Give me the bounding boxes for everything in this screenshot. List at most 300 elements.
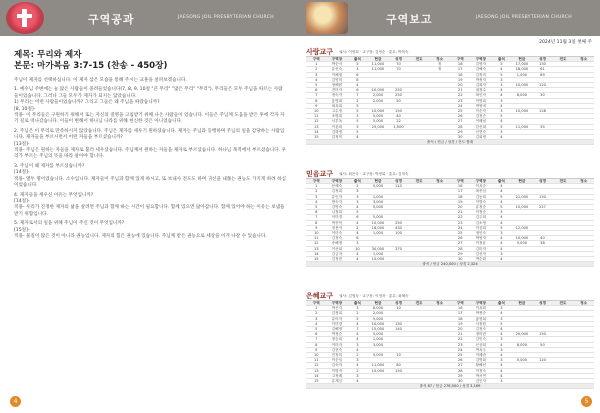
district-leaders: 권사: 김영숙 · 교구장: 이정자 · 총무: 최혜숙 bbox=[339, 293, 409, 298]
table-cell: 최종임 bbox=[471, 189, 492, 194]
table-cell: 20 bbox=[450, 83, 471, 88]
table-cell: 11,000 bbox=[368, 363, 389, 368]
table-cell: 김정희 bbox=[327, 189, 348, 194]
table-cell: 4 bbox=[491, 246, 512, 251]
table-cell: 이상희 bbox=[471, 225, 492, 230]
column-header: 헌금 bbox=[368, 57, 389, 62]
table-cell: 1,500 bbox=[388, 124, 409, 129]
table-cell: 송해정 bbox=[327, 241, 348, 246]
table-cell: 2 bbox=[306, 311, 327, 316]
table-cell: 30,000 bbox=[368, 246, 389, 251]
table-cell: 김정미 bbox=[327, 135, 348, 140]
table-cell: 6 bbox=[306, 332, 327, 337]
table-cell: 21 bbox=[450, 210, 471, 215]
table-cell: 이명희 bbox=[471, 98, 492, 103]
table-cell: 4 bbox=[306, 199, 327, 204]
column-header: 헌금 bbox=[512, 57, 533, 62]
table-cell: 2 bbox=[347, 98, 368, 103]
table-cell: 김소영 bbox=[471, 220, 492, 225]
table-cell: 28 bbox=[450, 246, 471, 251]
table-cell: 3 bbox=[491, 306, 512, 311]
table-cell: 나정희 bbox=[327, 210, 348, 215]
table-cell: 이해정 bbox=[327, 72, 348, 77]
table-cell: 10 bbox=[388, 353, 409, 358]
district-name: 은혜교구 bbox=[306, 292, 334, 300]
table-cell: 3 bbox=[347, 67, 368, 72]
table-cell: 박옥주 bbox=[471, 347, 492, 352]
table-cell: 홍영희 bbox=[471, 316, 492, 321]
table-cell: 4 bbox=[491, 236, 512, 241]
table-cell: 이정윤 bbox=[471, 241, 492, 246]
table-cell: 5,000 bbox=[368, 353, 389, 358]
table-cell: 2 bbox=[347, 353, 368, 358]
table-cell: 15 bbox=[306, 135, 327, 140]
table-cell: 이미자 bbox=[327, 342, 348, 347]
column-header: 정소 bbox=[429, 179, 450, 184]
table-cell: 4 bbox=[491, 311, 512, 316]
table-cell: 3 bbox=[491, 83, 512, 88]
table-cell: 5,000 bbox=[512, 241, 533, 246]
column-header: 출석 bbox=[347, 179, 368, 184]
table-cell: 10,000 bbox=[368, 88, 389, 93]
column-header: 구역 bbox=[306, 179, 327, 184]
table-cell: 2 bbox=[347, 311, 368, 316]
table-cell: 4 bbox=[491, 342, 512, 347]
table-cell: 3 bbox=[347, 373, 368, 378]
table-cell: 11,000 bbox=[368, 67, 389, 72]
column-header: 헌금 bbox=[512, 301, 533, 306]
table-cell: 3 bbox=[491, 316, 512, 321]
table-cell: 4 bbox=[491, 353, 512, 358]
table-cell: 17 bbox=[450, 311, 471, 316]
table-cell: 5,000 bbox=[368, 119, 389, 124]
table-cell: 1,000 bbox=[368, 231, 389, 236]
table-cell: 16,000 bbox=[368, 225, 389, 230]
table-cell: 이순임 bbox=[327, 358, 348, 363]
table-cell: 50 bbox=[388, 98, 409, 103]
table-cell: 이혜남 bbox=[471, 119, 492, 124]
table-cell: 22 bbox=[450, 215, 471, 220]
table-cell: 이명숙 bbox=[471, 199, 492, 204]
column-header: 전도 bbox=[409, 179, 430, 184]
table-cell: 4 bbox=[347, 337, 368, 342]
table-cell: 12,000 bbox=[512, 225, 533, 230]
table-cell: 박정순 bbox=[471, 311, 492, 316]
table-cell: 3 bbox=[347, 189, 368, 194]
table-cell: 8 bbox=[306, 98, 327, 103]
table-cell: 5,000 bbox=[368, 114, 389, 119]
table-cell: 30 bbox=[450, 135, 471, 140]
table-cell: 4 bbox=[347, 220, 368, 225]
table-cell: 김정희 bbox=[327, 311, 348, 316]
table-cell: 24 bbox=[450, 347, 471, 352]
table-cell: 김미자 bbox=[471, 246, 492, 251]
table-cell: 고정례 bbox=[327, 373, 348, 378]
table-cell: 4 bbox=[491, 373, 512, 378]
table-cell: 120 bbox=[532, 83, 553, 88]
table-cell: 10,000 bbox=[368, 220, 389, 225]
table-cell: 5 bbox=[347, 103, 368, 108]
table-cell: 27 bbox=[450, 363, 471, 368]
table-cell: 6 bbox=[347, 215, 368, 220]
table-cell: 11 bbox=[306, 358, 327, 363]
table-cell: 1,000 bbox=[368, 337, 389, 342]
table-cell: 김정숙 bbox=[471, 327, 492, 332]
table-cell: 정숙자 bbox=[327, 93, 348, 98]
table-cell: 3 bbox=[306, 194, 327, 199]
column-header: 구역장 bbox=[471, 57, 492, 62]
table-cell: 김현숙 bbox=[327, 347, 348, 352]
table-cell: 8,000 bbox=[368, 306, 389, 311]
column-header: 출석 bbox=[491, 301, 512, 306]
table-cell: 이미향 bbox=[327, 321, 348, 326]
column-header: 구역 bbox=[450, 301, 471, 306]
table-cell: 3 bbox=[491, 77, 512, 82]
table-cell: 유인자 bbox=[327, 194, 348, 199]
table-cell: 유미자 bbox=[327, 316, 348, 321]
column-header: 성경 bbox=[388, 57, 409, 62]
table-cell: 5 bbox=[491, 205, 512, 210]
report-table bbox=[306, 57, 594, 145]
table-cell: 4 bbox=[491, 220, 512, 225]
table-cell: 3 bbox=[491, 98, 512, 103]
lesson-paragraph: 3. 주님이 왜 제자를 부르셨습니까? [14절]- 적용- 열두 명이었습니다. 소수입니다. 제자들이 주님과 함께 있게 하시고, 또 보내사 전도도 하며 귀신을 내쫓는 권능도 가지게 하려 하심이었습니다. bbox=[14, 163, 286, 189]
table-cell: 13 bbox=[306, 368, 327, 373]
table-cell: 18 bbox=[450, 316, 471, 321]
table-cell: 9 bbox=[306, 103, 327, 108]
table-cell: 5 bbox=[491, 225, 512, 230]
table-cell: 5 bbox=[347, 129, 368, 134]
table-cell: 5 bbox=[347, 316, 368, 321]
table-cell: 3,000 bbox=[368, 342, 389, 347]
table-cell: 11,000 bbox=[512, 124, 533, 129]
table-cell: 정용자 bbox=[327, 225, 348, 230]
table-cell: 3 bbox=[306, 72, 327, 77]
table-cell: 50 bbox=[532, 342, 553, 347]
report-block bbox=[306, 48, 594, 145]
column-header: 성경 bbox=[532, 57, 553, 62]
district-name: 믿음교구 bbox=[306, 170, 334, 178]
table-cell: 16 bbox=[450, 184, 471, 189]
lesson-paragraph: 2. 주님은 이 무리로 만족하시지 않았습니다. 주님은 제자를 세우기 원하셨습니다. 제자는 주님과 동행하며 주님의 일을 감당하는 사람입니다. 제자들을 부르시면서 어떤 자들을 부르셨습니까? [13절]- 적용- 주님은 원하는 자들을 제자로 불러 세우셨습니다. 주님께서 원하는 자들을 제자로 부르셨습니다. 하나님 목적에서 부르셨습니다. 우리가 부르는 주님의 뜻을 따라 살아야 합니다. bbox=[14, 128, 287, 160]
table-cell: 150 bbox=[532, 332, 553, 337]
table-cell: 3 bbox=[491, 109, 512, 114]
column-header: 성경 bbox=[388, 179, 409, 184]
table-cell: 김명희 bbox=[471, 358, 492, 363]
table-cell: 20,000 bbox=[512, 332, 533, 337]
table-cell: 10 bbox=[306, 231, 327, 236]
table-cell: 조명희 bbox=[327, 114, 348, 119]
table-cell: 3 bbox=[347, 194, 368, 199]
report-block bbox=[306, 292, 594, 389]
table-cell: 25 bbox=[450, 231, 471, 236]
table-cell: 3 bbox=[347, 199, 368, 204]
table-cell: 250 bbox=[388, 88, 409, 93]
table-cell: 김민숙 bbox=[471, 337, 492, 342]
table-cell: 17 bbox=[450, 67, 471, 72]
table-cell: 유선숙 bbox=[327, 67, 348, 72]
table-cell: 4 bbox=[491, 257, 512, 262]
column-header: 정소 bbox=[429, 301, 450, 306]
table-cell: 29 bbox=[450, 129, 471, 134]
table-cell: 250 bbox=[388, 93, 409, 98]
table-cell: 박영애 bbox=[471, 103, 492, 108]
table-cell: 40 bbox=[532, 236, 553, 241]
column-header: 정소 bbox=[573, 57, 594, 62]
left-header-title: 구역공과 bbox=[88, 13, 135, 26]
column-header: 구역장 bbox=[471, 179, 492, 184]
table-cell: 5 bbox=[491, 321, 512, 326]
table-cell: 4 bbox=[306, 321, 327, 326]
table-cell: 9 bbox=[306, 347, 327, 352]
column-header: 구역 bbox=[306, 57, 327, 62]
table-cell: 5,000 bbox=[368, 215, 389, 220]
lesson-paragraph: 4. 제자들을 세우신 이유는 무엇입니까? [14절]- 적용- 우리가 진정한 제자의 삶을 살려면 주님과 함께 하는 시간이 필요합니다. 함께 있으면 닮아갑니다. 함께 있어야 하는 이유는 보냄을 받기 위함입니다. bbox=[14, 192, 285, 217]
table-cell: 4 bbox=[347, 231, 368, 236]
table-cell: 3 bbox=[347, 358, 368, 363]
table-cell: 4 bbox=[306, 77, 327, 82]
table-cell: 250 bbox=[388, 220, 409, 225]
column-header: 구역 bbox=[450, 57, 471, 62]
column-header: 구역장 bbox=[327, 301, 348, 306]
table-cell: 이옥순 bbox=[471, 184, 492, 189]
table-cell: 21 bbox=[450, 332, 471, 337]
table-cell: 110 bbox=[388, 184, 409, 189]
table-cell: 3 bbox=[491, 337, 512, 342]
table-cell: 고수정 bbox=[327, 109, 348, 114]
column-header: 성경 bbox=[532, 179, 553, 184]
table-cell: 10 bbox=[347, 246, 368, 251]
table-cell: 정미란 bbox=[471, 332, 492, 337]
table-cell: 박정순 bbox=[327, 332, 348, 337]
lesson-paragraph: 5. 제자로서의 일을 위해 주님이 주신 것이 무엇입니까? [15절]- 적용- 물질이 많은 것이 아니라 권능입니다. 제자의 힘은 권능에 있습니다. 주님께 받은 권능으로 세상을 이겨 나갈 수 있습니다. bbox=[14, 221, 267, 239]
table-cell: 80 bbox=[388, 363, 409, 368]
table-cell: 11 bbox=[306, 114, 327, 119]
table-cell: 22 bbox=[450, 93, 471, 98]
table-cell: 3 bbox=[491, 231, 512, 236]
table-cell: 최인자 bbox=[471, 93, 492, 98]
table-cell: 4 bbox=[347, 363, 368, 368]
total-row: 출석 87 / 헌금 278,500 / 성경 3,169 bbox=[306, 384, 594, 389]
table-cell: 정해원 bbox=[327, 83, 348, 88]
table-cell: 10,000 bbox=[512, 83, 533, 88]
table-cell: 130 bbox=[388, 321, 409, 326]
report-block-header bbox=[306, 48, 594, 57]
table-cell: 22 bbox=[450, 337, 471, 342]
table-cell: 김금자 bbox=[327, 251, 348, 256]
column-header: 구역 bbox=[306, 301, 327, 306]
column-header: 헌금 bbox=[368, 301, 389, 306]
table-cell: 3 bbox=[491, 251, 512, 256]
table-cell: 김주희 bbox=[471, 215, 492, 220]
table-cell: 9 bbox=[306, 225, 327, 230]
table-cell: 150 bbox=[388, 368, 409, 373]
lesson-paragraph: 1. 예수님 주변에는 늘 많은 사람들이 몰려들었습니다(7, 8, 9, 10절 "큰 무리" "많은 무리" "무리"). 무리들은 모두 주님을 따르는 사람들이었습니다. 그러나 그들 모두가 제자가 되지는 않았습니다. 1) 무리는 어떤 사람들이었습니까? 그리고 그들은 왜 주님을 따랐습니까? [8, 10절]- 적용- 이 무리들은 구원하기 위해서 또는 자신의 질병을 고침받기 위해 나온 사람들이 었습니다. 이들은 주님께 도움을 받은 후에 각자 자기 길로 떠나갔습니다. 이들이 변해서 하나님 나라를 위해 헌신한 것은 아니었습니다. bbox=[14, 87, 285, 125]
table-cell: 10,000 bbox=[368, 321, 389, 326]
table-cell: 4 bbox=[491, 88, 512, 93]
table-cell: 박정자 bbox=[471, 77, 492, 82]
column-header: 전도 bbox=[409, 301, 430, 306]
table-cell: 5 bbox=[306, 83, 327, 88]
table-cell: 1,000 bbox=[368, 251, 389, 256]
table-cell: 5,000 bbox=[368, 316, 389, 321]
table-cell: 10,000 bbox=[512, 109, 533, 114]
table-cell: 120 bbox=[532, 358, 553, 363]
table-cell: 4 bbox=[491, 327, 512, 332]
table-cell: 100 bbox=[388, 231, 409, 236]
table-cell: 20 bbox=[450, 327, 471, 332]
table-cell: 1,000 bbox=[368, 194, 389, 199]
table-cell: 17,000 bbox=[512, 62, 533, 67]
table-cell: 김해영 bbox=[327, 327, 348, 332]
table-cell: 2,000 bbox=[368, 98, 389, 103]
table-cell: 227 bbox=[532, 205, 553, 210]
left-header bbox=[0, 0, 300, 36]
table-cell: 10,000 bbox=[368, 368, 389, 373]
table-cell: 26 bbox=[450, 236, 471, 241]
table-cell: 12 bbox=[306, 241, 327, 246]
table-cell: 10,000 bbox=[368, 109, 389, 114]
column-header: 출석 bbox=[347, 301, 368, 306]
table-cell: 1 bbox=[306, 306, 327, 311]
district-name: 사랑교구 bbox=[306, 48, 334, 56]
table-cell: 3 bbox=[347, 306, 368, 311]
table-cell: 4 bbox=[491, 184, 512, 189]
table-cell: 13 bbox=[306, 124, 327, 129]
column-header: 성경 bbox=[388, 301, 409, 306]
table-cell: 3 bbox=[347, 114, 368, 119]
table-cell: 150 bbox=[532, 194, 553, 199]
table-cell: 29 bbox=[450, 373, 471, 378]
table-cell: 8 bbox=[306, 342, 327, 347]
table-cell: 권정수 bbox=[471, 88, 492, 93]
table-cell: 10,000 bbox=[512, 205, 533, 210]
table-cell: 8,000 bbox=[512, 342, 533, 347]
table-cell: 김정숙 bbox=[327, 236, 348, 241]
table-cell: 15 bbox=[306, 257, 327, 262]
table-cell: 신현숙 bbox=[471, 129, 492, 134]
table-cell: 69 bbox=[532, 72, 553, 77]
table-cell: 10,000 bbox=[368, 257, 389, 262]
table-cell: 30 bbox=[450, 379, 471, 384]
table-cell: 7 bbox=[347, 327, 368, 332]
table-cell: 홍명희 bbox=[327, 98, 348, 103]
table-cell: 정 bbox=[429, 67, 450, 72]
table-cell: 1 bbox=[306, 62, 327, 67]
table-cell: 이윤희 bbox=[327, 124, 348, 129]
table-cell: 3 bbox=[491, 210, 512, 215]
report-block-header bbox=[306, 170, 594, 179]
table-cell: 38 bbox=[532, 241, 553, 246]
column-header: 정소 bbox=[429, 57, 450, 62]
column-header: 구역장 bbox=[471, 301, 492, 306]
column-header: 정소 bbox=[573, 301, 594, 306]
column-header: 전도 bbox=[553, 57, 574, 62]
table-cell: 김희자 bbox=[471, 83, 492, 88]
right-header-title: 구역보고 bbox=[386, 13, 433, 26]
table-cell: 박종덕 bbox=[327, 220, 348, 225]
table-cell: 서정원 bbox=[471, 321, 492, 326]
table-cell: 3 bbox=[491, 347, 512, 352]
table-cell: 3 bbox=[306, 316, 327, 321]
table-cell: 2 bbox=[347, 184, 368, 189]
table-cell: 박은자 bbox=[327, 306, 348, 311]
table-cell: 박서연 bbox=[471, 373, 492, 378]
table-cell: 16 bbox=[450, 306, 471, 311]
table-cell: 19 bbox=[450, 77, 471, 82]
table-cell: 20 bbox=[450, 205, 471, 210]
table-cell: 이미경 bbox=[327, 215, 348, 220]
table-cell: 김화영 bbox=[327, 129, 348, 134]
table-cell: 7 bbox=[306, 93, 327, 98]
district-leaders: 권사: 최은숙 · 교구장: 박정희 · 총무: 김미숙 bbox=[339, 171, 409, 176]
table-cell: 8,000 bbox=[512, 93, 533, 98]
table-cell: 문혜숙 bbox=[327, 184, 348, 189]
table-cell: 최옥희 bbox=[327, 103, 348, 108]
total-row: 출석 / 헌금 / 성경 / 전도 합계 bbox=[306, 140, 594, 145]
table-cell: 4 bbox=[491, 67, 512, 72]
column-header: 구역 bbox=[450, 179, 471, 184]
table-cell: 10,000 bbox=[512, 236, 533, 241]
table-cell: 3 bbox=[491, 379, 512, 384]
table-cell: 6 bbox=[347, 72, 368, 77]
table-cell: 4 bbox=[491, 199, 512, 204]
table-cell: 430 bbox=[388, 225, 409, 230]
right-header-subtitle: JAESONG JOIL PRESBYTERIAN CHURCH bbox=[476, 15, 572, 20]
table-cell: 4 bbox=[347, 83, 368, 88]
table-cell: 정 bbox=[429, 62, 450, 67]
table-cell: 박영자 bbox=[471, 236, 492, 241]
table-cell: 김정순 bbox=[471, 114, 492, 119]
table-cell: 3 bbox=[347, 241, 368, 246]
table-cell: 128 bbox=[532, 109, 553, 114]
table-cell: 4 bbox=[347, 257, 368, 262]
table-cell: 김동희 bbox=[471, 194, 492, 199]
table-cell: 27 bbox=[450, 241, 471, 246]
table-cell: 22 bbox=[388, 119, 409, 124]
table-cell: 김인자 bbox=[471, 379, 492, 384]
column-header: 전도 bbox=[553, 301, 574, 306]
table-cell: 12 bbox=[306, 119, 327, 124]
table-cell: 11 bbox=[306, 236, 327, 241]
table-cell: 4 bbox=[491, 215, 512, 220]
report-panel bbox=[300, 36, 600, 413]
table-cell: 8 bbox=[347, 77, 368, 82]
table-cell: 12 bbox=[306, 363, 327, 368]
table-cell: 이정숙 bbox=[471, 368, 492, 373]
table-cell: 370 bbox=[388, 246, 409, 251]
candle-icon bbox=[306, 2, 348, 34]
table-cell: 3 bbox=[347, 124, 368, 129]
table-cell: 10 bbox=[306, 353, 327, 358]
column-header: 출석 bbox=[347, 57, 368, 62]
table-cell: 이미숙 bbox=[327, 231, 348, 236]
table-cell: 4 bbox=[491, 135, 512, 140]
table-cell: 5 bbox=[347, 62, 368, 67]
table-cell: 8 bbox=[306, 220, 327, 225]
table-cell: 1,000 bbox=[512, 72, 533, 77]
table-cell: 서부옥 bbox=[327, 119, 348, 124]
table-cell: 김영자 bbox=[471, 62, 492, 67]
table-cell: 5,000 bbox=[368, 184, 389, 189]
table-cell: 진정미 bbox=[327, 353, 348, 358]
table-cell: 14 bbox=[306, 251, 327, 256]
lesson-paragraph: 주님이 제자를 선택하십니다. 이 제자 삼은 모습을 통해 주시는 교훈을 살펴보겠습니다. bbox=[14, 78, 187, 83]
table-cell: 박순화 bbox=[471, 257, 492, 262]
table-cell: 28 bbox=[450, 368, 471, 373]
table-cell: 18 bbox=[450, 72, 471, 77]
table-cell: 이정순 bbox=[471, 210, 492, 215]
